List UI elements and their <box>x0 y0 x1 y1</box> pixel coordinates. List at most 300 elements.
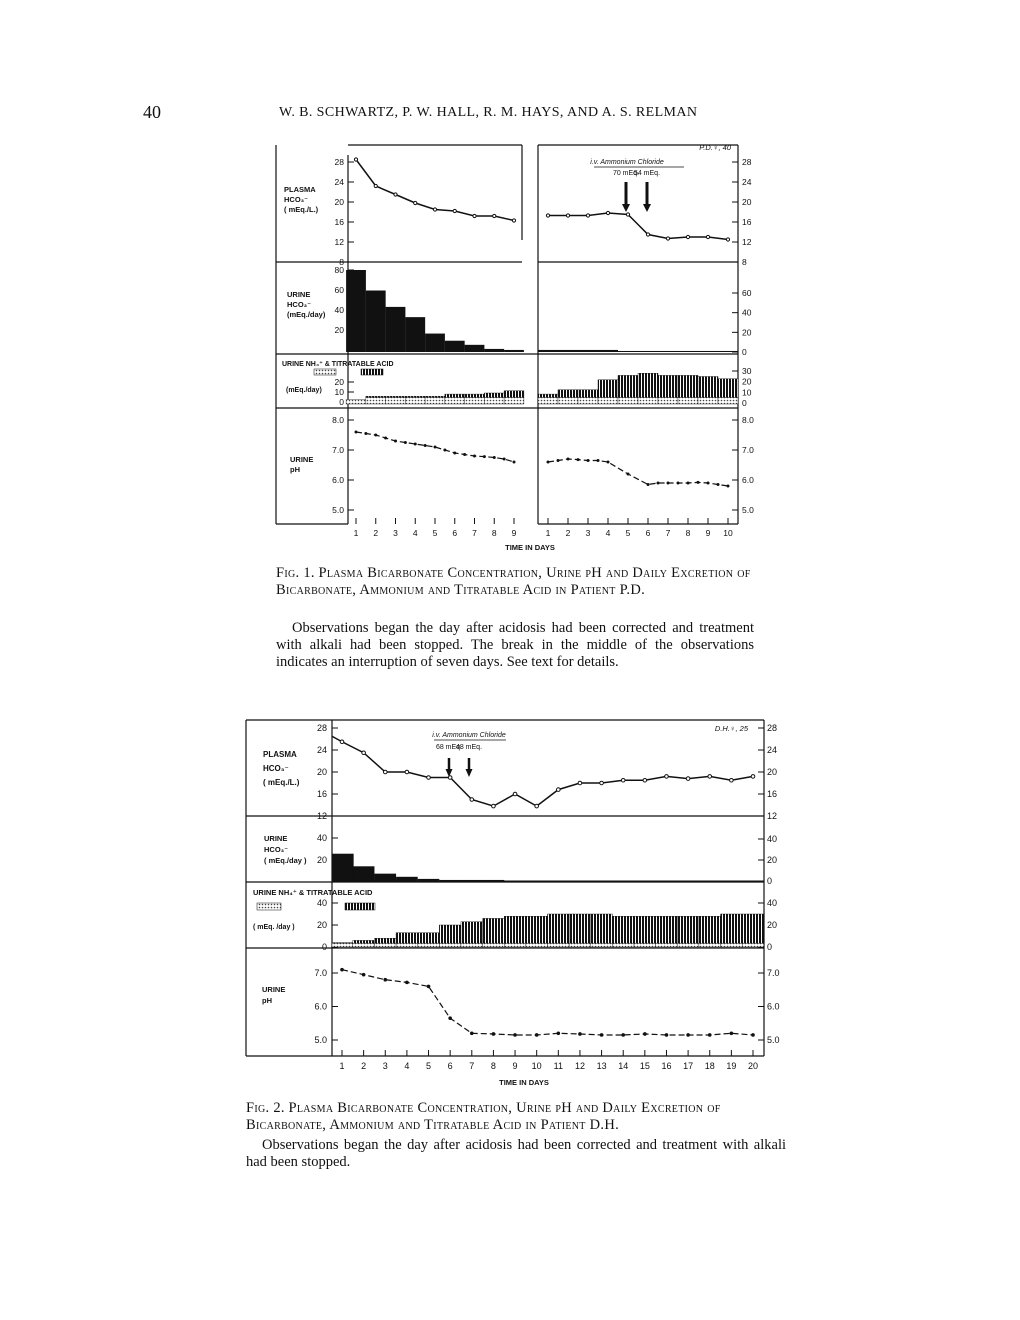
fig1-plasma-tick-label: 8 <box>339 257 344 267</box>
fig2-titratable-bar <box>504 943 526 947</box>
fig1-nh4-tick-label: 0 <box>339 397 344 407</box>
fig1-titratable-bar <box>698 397 718 404</box>
fig2-nh4-bar <box>548 914 570 943</box>
fig1-day-label: 5 <box>432 528 438 538</box>
fig2-ph-tick-label: 5.0 <box>314 1035 327 1045</box>
fig1-nh4-bar <box>386 396 406 397</box>
fig1-uh-right-tick-label: 20 <box>742 327 752 338</box>
fig1-nh4-bar <box>558 390 578 398</box>
fig1-titratable-bar <box>425 397 445 404</box>
fig1-caption-note: Observations began the day after acidosis had been corrected and treatment with alkali had been stopped. The break in the middle of the observations indicates an interruption of seven days. See text for details. <box>276 620 754 670</box>
fig2-nh4-bar <box>742 914 764 943</box>
fig1-ph-point <box>607 461 610 464</box>
fig2-nh4-bar <box>374 938 396 943</box>
fig1-ph-point <box>493 456 496 459</box>
fig1-uh-right-tick-label: 60 <box>742 288 752 298</box>
fig2-nh4-bar <box>699 916 721 943</box>
fig1-nh4-label: URINE NH₄⁺ & TITRATABLE ACID <box>282 361 394 368</box>
fig2-caption-note: Observations began the day after acidosis had been corrected and treatment with alkali had been stopped. <box>246 1137 786 1170</box>
fig2-plasma-tick-label: 16 <box>316 789 327 799</box>
fig2-dose-1: 68 mEq. <box>435 744 463 751</box>
fig1-dose-1: 70 mEq. <box>612 170 640 177</box>
fig2-nh4-tick-label: 0 <box>321 942 327 952</box>
fig1-dose-arrowhead-1 <box>622 204 630 212</box>
fig1-urine-hco3-bar <box>425 334 445 352</box>
fig2-day-label: 20 <box>747 1061 759 1071</box>
fig1-plasma-label: HCO₃⁻ <box>284 195 309 204</box>
fig1-plasma-line-right-point <box>646 233 649 236</box>
fig1-ph-point <box>657 482 660 485</box>
fig2-x-label: TIME IN DAYS <box>499 1078 549 1087</box>
fig1-titratable-bar <box>578 397 598 404</box>
fig1-nh4-units: (mEq./day) <box>286 387 322 394</box>
fig2-nh4-bar <box>569 914 591 943</box>
fig1-nh4-bar <box>538 394 558 397</box>
fig1-ph-point <box>513 461 516 464</box>
fig2-plasma-point <box>730 778 734 782</box>
fig1-urine-hco3-bar <box>484 349 504 352</box>
fig1-ph-point <box>627 473 630 476</box>
fig1-ph-point <box>727 485 730 488</box>
fig2-plasma-right-tick-label: 12 <box>767 811 778 821</box>
fig2-ph-point <box>362 973 366 977</box>
fig1-nh4-bar <box>578 390 598 398</box>
fig1-ph-tick-label: 7.0 <box>332 445 344 455</box>
fig2-nh4-right-tick-label: 40 <box>767 898 778 908</box>
fig2-uh-right-tick-label: 20 <box>767 855 778 865</box>
fig2-day-label: 6 <box>447 1061 453 1071</box>
fig1-legend-titratable <box>314 369 336 375</box>
fig1-ph-point <box>364 432 367 435</box>
fig2-nh4-bar <box>418 933 440 943</box>
fig2-ph-label: URINE <box>262 985 286 994</box>
fig1-ph-point <box>557 459 560 462</box>
fig2-day-label: 9 <box>512 1061 518 1071</box>
fig2-plasma-point <box>362 751 366 755</box>
fig2-plasma-line <box>332 736 753 806</box>
fig1-nh4-right-tick-label: 10 <box>742 387 752 398</box>
fig1-patient-tag: P.D.♀, 40 <box>699 143 731 152</box>
fig1-nh4-tick-label: 20 <box>334 377 344 387</box>
fig1-uh-tick-label: 80 <box>334 265 344 275</box>
fig1-ph-point <box>547 461 550 464</box>
fig1-ph-point <box>355 431 358 434</box>
fig1-plasma-right-tick-label: 12 <box>742 237 752 247</box>
fig2-titratable-bar <box>699 943 721 947</box>
fig2-ph-right-tick-label: 6.0 <box>767 1001 780 1012</box>
fig2-plasma-point <box>383 770 387 774</box>
fig1-plasma-line-left-point <box>453 209 456 212</box>
fig2-nh4-bar <box>634 916 656 943</box>
fig1-nh4-bar <box>504 391 524 398</box>
fig2-titratable-bar <box>439 943 461 947</box>
fig1-ph-point <box>424 444 427 447</box>
fig1-urine-hco3-bar <box>405 317 425 352</box>
fig1-ph-point <box>667 482 670 485</box>
fig2-day-label: 1 <box>339 1061 345 1071</box>
fig2-plasma-point <box>405 770 409 774</box>
fig2-nh4-bar <box>612 916 634 943</box>
fig2-ph-point <box>340 968 344 972</box>
fig2-ph-point <box>492 1032 496 1036</box>
fig1-ph-point <box>414 443 417 446</box>
fig1-ph-point <box>717 483 720 486</box>
fig2-plasma-tick-label: 28 <box>316 723 327 733</box>
fig2-plasma-tick-label: 24 <box>316 745 327 755</box>
fig2-nh4-right-tick-label: 0 <box>767 942 773 952</box>
fig1-nh4-bar <box>658 375 678 397</box>
fig2-nh4-bar <box>353 940 375 943</box>
fig2-ph-point <box>405 981 409 985</box>
fig2-nh4-bar <box>591 914 613 943</box>
fig2-titratable-bar <box>526 943 548 947</box>
fig1-day-label: 9 <box>705 528 711 538</box>
fig1-nh4-right-tick-label: 0 <box>742 398 747 408</box>
fig1-plasma-tick-label: 12 <box>334 237 344 247</box>
fig1-plasma-line-right <box>548 213 728 240</box>
fig2-day-label: 14 <box>618 1061 629 1071</box>
fig2-legend-nh4 <box>345 903 375 910</box>
fig1-day-label: 5 <box>625 528 631 538</box>
fig1-ph-point <box>404 441 407 444</box>
fig2-ph-point <box>578 1032 582 1036</box>
fig1-titratable-bar <box>484 397 504 404</box>
fig1-titratable-bar <box>386 397 406 404</box>
fig1-ph-point <box>453 452 456 455</box>
fig1-nh4-bar <box>484 393 504 397</box>
fig1-urine-hco3-bar <box>658 351 678 352</box>
fig2-uh-right-tick-label: 0 <box>767 876 773 886</box>
fig1-plasma-tick-label: 28 <box>334 157 344 167</box>
fig1-nh4-right-tick-label: 20 <box>742 376 752 387</box>
fig1-ph-point <box>384 437 387 440</box>
fig1-day-label: 1 <box>353 528 359 538</box>
fig2-ph-point <box>557 1032 561 1036</box>
fig1-uh-tick-label: 20 <box>334 325 344 335</box>
author-line: W. B. SCHWARTZ, P. W. HALL, R. M. HAYS, AND A. S. RELMAN <box>279 105 698 120</box>
fig1-ph-tick-label: 6.0 <box>332 475 344 485</box>
fig1-ph-label: pH <box>290 465 300 474</box>
fig2-ph-line <box>342 970 753 1035</box>
fig1-nh4-bar <box>425 396 445 397</box>
fig2-nh4-bar <box>721 914 743 943</box>
fig1-urine-hco3-bar <box>678 351 698 352</box>
fig2-ph-tick-label: 7.0 <box>314 968 327 978</box>
fig2-dose-arrowhead-2 <box>466 769 473 777</box>
fig1-ph-point <box>687 482 690 485</box>
fig1-ph-tick-label: 5.0 <box>332 505 344 515</box>
fig1-urine-hco3-bar <box>504 350 524 352</box>
fig2-caption <box>246 1100 786 1134</box>
fig1-ph-point <box>374 434 377 437</box>
fig1-ph-label: URINE <box>290 455 314 464</box>
fig1-plasma-line-right-point <box>566 214 569 217</box>
fig1-urine-hco3-bar <box>618 351 638 352</box>
fig1-plasma-right-tick-label: 24 <box>742 177 752 187</box>
fig1-plasma-line-right-point <box>726 238 729 241</box>
fig2-plasma-tick-label: 12 <box>316 811 327 821</box>
fig1-dose-arrowhead-2 <box>643 204 651 212</box>
fig1-ph-right-tick-label: 7.0 <box>742 445 754 455</box>
fig2-day-label: 5 <box>426 1061 432 1071</box>
fig2-ph-point <box>427 985 431 989</box>
fig2-plasma-point <box>340 740 344 744</box>
fig1-nh4-bar <box>465 394 485 397</box>
fig1-plasma-line-right-point <box>586 214 589 217</box>
fig2-plasma-right-tick-label: 24 <box>767 745 778 755</box>
fig2-day-label: 3 <box>382 1061 388 1071</box>
fig1-ph-point <box>483 455 486 458</box>
fig2-titratable-bar <box>656 943 678 947</box>
fig2-plasma-point <box>557 788 561 792</box>
fig1-titratable-bar <box>465 397 485 404</box>
fig1-urine-hco3-bar <box>346 270 366 352</box>
fig1-nh4-right-tick-label: 30 <box>742 366 752 376</box>
fig2-ph-point <box>513 1033 517 1037</box>
fig1-plasma-right-tick-label: 20 <box>742 197 752 207</box>
fig2-ph-point <box>448 1016 452 1020</box>
fig2-titratable-bar <box>461 943 483 947</box>
fig1-urine-hco3-bar <box>558 350 578 352</box>
fig2-plasma-point <box>448 776 452 780</box>
fig1-plasma-line-right-point <box>606 211 609 214</box>
fig2-plasma-right-tick-label: 16 <box>767 789 778 799</box>
fig1-day-label: 7 <box>472 528 477 538</box>
fig2-plasma-point <box>708 775 712 779</box>
fig2-urine-hco3-label: HCO₃⁻ <box>264 845 289 854</box>
fig2-ph-point <box>621 1033 625 1037</box>
fig1-day-label: 6 <box>452 528 458 538</box>
fig1-infusion-label: i.v. Ammonium Chloride <box>590 159 664 166</box>
fig2-day-label: 8 <box>490 1061 496 1071</box>
fig1-plasma-line-left-point <box>374 184 377 187</box>
fig1-ph-right-tick-label: 8.0 <box>742 415 754 425</box>
fig2-day-label: 16 <box>661 1061 672 1071</box>
fig2-dose-2: 48 mEq. <box>455 744 483 751</box>
fig2-ph-point <box>535 1033 539 1037</box>
fig2-plasma-point <box>643 778 647 782</box>
fig1-plasma-line-right-point <box>626 213 629 216</box>
fig1-plasma-tick-label: 16 <box>334 217 344 227</box>
fig1-legend-nh4 <box>361 369 383 375</box>
fig1-titratable-bar <box>618 397 638 404</box>
fig1-plasma-line-left-point <box>493 214 496 217</box>
fig1-plasma-line-left-point <box>394 193 397 196</box>
fig2-day-label: 2 <box>361 1061 367 1071</box>
fig1-day-label: 8 <box>491 528 497 538</box>
fig2-ph-point <box>708 1033 712 1037</box>
fig1-nh4-bar <box>638 373 658 397</box>
fig2-plasma-point <box>578 781 582 785</box>
fig1-plasma-line-left-point <box>354 158 357 161</box>
fig1-titratable-bar <box>718 397 738 404</box>
fig1-caption-label: Fig. 1. <box>276 565 315 581</box>
fig2-urine-hco3-label: ( mEq./day ) <box>264 856 307 865</box>
fig1-ph-point <box>677 482 680 485</box>
fig1-titratable-bar <box>558 397 578 404</box>
fig2-plasma-label: ( mEq./L.) <box>263 778 300 787</box>
fig1-titratable-bar <box>504 397 524 404</box>
fig1-uh-tick-label: 40 <box>334 305 344 315</box>
fig2-ph-tick-label: 6.0 <box>314 1001 327 1012</box>
fig1-plasma-line-left-point <box>473 214 476 217</box>
fig1-nh4-tick-label: 10 <box>334 387 344 397</box>
fig2-day-label: 11 <box>553 1061 563 1071</box>
fig1-titratable-bar <box>678 397 698 404</box>
fig2-plasma-label: HCO₃⁻ <box>263 764 289 773</box>
fig1-ph-point <box>473 455 476 458</box>
fig2-nh4-label: URINE NH₄⁺ & TITRATABLE ACID <box>253 888 373 897</box>
fig2-day-label: 13 <box>596 1061 607 1071</box>
fig2-ph-point <box>730 1032 734 1036</box>
fig1-day-label: 2 <box>373 528 379 538</box>
fig1-titratable-bar <box>638 397 658 404</box>
fig1-titratable-bar <box>445 397 465 404</box>
fig1-titratable-bar <box>538 397 558 404</box>
fig1-plasma-line-right-point <box>706 235 709 238</box>
fig1-ph-point <box>647 483 650 486</box>
fig1-urine-hco3-bar <box>718 351 738 352</box>
fig2-plasma-right-tick-label: 28 <box>767 723 778 733</box>
fig1-ph-right-tick-label: 6.0 <box>742 475 754 485</box>
fig1-plasma-right-tick-label: 16 <box>742 217 752 227</box>
fig2-titratable-bar <box>396 943 418 947</box>
fig2-plasma-point <box>665 775 669 779</box>
page-number: 40 <box>143 102 161 122</box>
fig1-dose-2: 54 mEq. <box>633 170 661 177</box>
fig1-urine-hco3-bar <box>445 341 465 352</box>
fig1-day-label: 3 <box>393 528 398 538</box>
fig1-nh4-bar <box>405 396 425 397</box>
fig2-plasma-point <box>600 781 604 785</box>
fig2-ph-label: pH <box>262 996 272 1005</box>
fig2-day-label: 18 <box>704 1061 715 1071</box>
fig2-nh4-bar <box>461 922 483 943</box>
fig1-day-label: 4 <box>412 528 418 538</box>
fig1-urine-hco3-bar <box>386 307 406 352</box>
fig2-ph-point <box>383 978 387 982</box>
fig2-titratable-bar <box>612 943 634 947</box>
fig1-day-label: 7 <box>665 528 671 538</box>
fig2-titratable-bar <box>418 943 440 947</box>
fig1-nh4-bar <box>718 379 738 398</box>
fig1-titratable-bar <box>346 400 366 404</box>
fig2-titratable-bar <box>721 943 743 947</box>
fig2-ph-point <box>470 1032 474 1036</box>
fig2-ph-point <box>751 1033 755 1037</box>
fig1-titratable-bar <box>366 397 386 404</box>
fig2-plasma-point <box>427 776 431 780</box>
fig2-nh4-bar <box>483 918 505 943</box>
fig2-uh-tick-label: 20 <box>316 855 327 865</box>
fig2-infusion-label: i.v. Ammonium Chloride <box>432 732 506 739</box>
fig1-nh4-bar <box>678 375 698 397</box>
fig2-urine-hco3-bar <box>374 874 396 881</box>
fig2-day-label: 7 <box>469 1061 475 1071</box>
fig1-plasma-label: PLASMA <box>284 185 316 194</box>
fig1-titratable-bar <box>658 397 678 404</box>
fig1-day-label: 6 <box>645 528 651 538</box>
fig2-day-label: 19 <box>726 1061 737 1071</box>
fig2-nh4-bar <box>677 916 699 943</box>
fig1-urine-hco3-bar <box>538 350 558 352</box>
fig2-plasma-point <box>686 777 690 781</box>
fig1-urine-hco3-bar <box>578 350 598 352</box>
fig2-titratable-bar <box>483 943 505 947</box>
fig1-urine-hco3-bar <box>598 350 618 352</box>
fig1-ph-right-tick-label: 5.0 <box>742 505 754 515</box>
fig1-caption <box>276 565 756 599</box>
fig2-uh-right-tick-label: 40 <box>767 834 778 844</box>
fig2-nh4-units: ( mEq. /day ) <box>253 924 295 931</box>
fig1-ph-point <box>567 458 570 461</box>
fig1-plasma-line-left-point <box>414 201 417 204</box>
fig2-urine-hco3-bar <box>396 877 418 881</box>
fig2-plasma-point <box>492 804 496 808</box>
fig2-caption-label: Fig. 2. <box>246 1100 285 1116</box>
fig2-nh4-bar <box>439 925 461 943</box>
fig2-ph-right-tick-label: 7.0 <box>767 968 780 978</box>
fig2-nh4-right-tick-label: 20 <box>767 920 778 930</box>
fig1-urine-hco3-bar <box>698 351 718 352</box>
fig2-titratable-bar <box>353 943 375 947</box>
fig1-ph-point <box>697 481 700 484</box>
fig1-uh-right-tick-label: 0 <box>742 347 747 357</box>
fig2-ph-point <box>643 1032 647 1036</box>
fig1-plasma-tick-label: 24 <box>334 177 344 187</box>
fig1-urine-hco3-label: (mEq./day) <box>287 310 326 319</box>
fig2-day-label: 12 <box>574 1061 585 1071</box>
fig2-titratable-bar <box>548 943 570 947</box>
fig2-nh4-tick-label: 40 <box>316 898 327 908</box>
fig2-plasma-point <box>751 775 755 779</box>
fig1-ph-point <box>434 446 437 449</box>
fig1-day-label: 1 <box>545 528 551 538</box>
fig2-day-label: 10 <box>531 1061 542 1071</box>
fig2-nh4-tick-label: 20 <box>316 920 327 930</box>
fig1-nh4-bar <box>598 380 618 398</box>
fig2-day-label: 4 <box>404 1061 410 1071</box>
fig2-plasma-point <box>470 798 474 802</box>
fig2-day-label: 15 <box>639 1061 650 1071</box>
fig2-caption-title: Plasma Bicarbonate Concentration, Urine pH and Daily Excretion of Bicarbonate, Ammonium and Titratable Acid in Patient D.H. <box>246 1100 721 1133</box>
fig1-ph-point <box>463 453 466 456</box>
fig1-urine-hco3-bar <box>366 291 386 353</box>
fig2-nh4-bar <box>396 933 418 943</box>
fig2-ph-point <box>600 1033 604 1037</box>
fig2-titratable-bar <box>742 943 764 947</box>
fig2-ph-point <box>665 1033 669 1037</box>
fig2-titratable-bar <box>677 943 699 947</box>
fig1-day-label: 2 <box>565 528 571 538</box>
fig1-plasma-line-left-point <box>512 219 515 222</box>
fig1-nh4-bar <box>445 394 465 397</box>
fig1-plasma-label: ( mEq./L.) <box>284 205 319 214</box>
fig1-day-label: 10 <box>723 528 733 538</box>
fig1-uh-tick-label: 60 <box>334 285 344 295</box>
fig1-urine-hco3-label: HCO₃⁻ <box>287 300 312 309</box>
fig2-titratable-bar <box>591 943 613 947</box>
fig2-plasma-point <box>513 792 517 796</box>
fig1-urine-hco3-bar <box>465 345 485 352</box>
fig2-nh4-bar <box>332 943 354 944</box>
fig1-ph-point <box>443 449 446 452</box>
fig1-ph-point <box>597 459 600 462</box>
fig1-ph-point <box>503 458 506 461</box>
fig2-nh4-bar <box>504 916 526 943</box>
fig1-day-label: 8 <box>685 528 691 538</box>
fig2-urine-hco3-bar <box>332 854 354 881</box>
